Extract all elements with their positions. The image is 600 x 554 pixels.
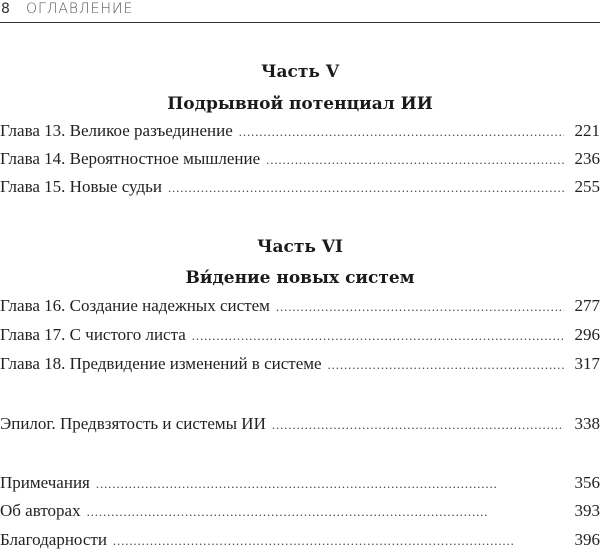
part-title: Ви́дение новых систем	[185, 268, 415, 288]
toc-entry-label: Глава 13. Великое разъединение	[0, 121, 233, 140]
dot-leader	[96, 471, 564, 497]
toc-entry-page: 277	[574, 296, 600, 315]
toc-entry-epilogue[interactable]	[0, 411, 600, 437]
toc-entry-acknowledgments[interactable]	[0, 527, 600, 553]
dot-leader	[266, 147, 564, 173]
running-head-title: ОГЛАВЛЕНИЕ	[26, 1, 134, 17]
part-label: Часть V	[260, 62, 340, 82]
toc-entry[interactable]	[0, 293, 600, 319]
page-number: 8	[1, 1, 10, 17]
toc-entry[interactable]	[0, 322, 600, 348]
toc-entry-page: 296	[574, 325, 600, 344]
dot-leader	[328, 352, 564, 378]
toc-entry-label: Об авторах	[0, 501, 81, 520]
dot-leader	[168, 175, 564, 201]
dot-leader	[192, 323, 564, 349]
running-head	[0, 0, 600, 23]
dot-leader	[87, 499, 564, 525]
toc-entry[interactable]	[0, 174, 600, 200]
toc-entry-label: Глава 14. Вероятностное мышление	[0, 149, 261, 168]
toc-entry-page: 393	[574, 501, 600, 520]
toc-entry-page: 221	[574, 121, 600, 140]
toc-entry[interactable]	[0, 118, 600, 144]
dot-leader	[113, 528, 564, 554]
toc-entry-label: Примечания	[0, 473, 90, 492]
toc-entry-label: Глава 17. С чистого листа	[0, 325, 186, 344]
toc-entry-label: Глава 16. Создание надежных систем	[0, 296, 270, 315]
dot-leader	[276, 294, 564, 320]
toc-entry-page: 255	[574, 177, 600, 196]
toc-entry-notes[interactable]	[0, 470, 600, 496]
part-label: Часть VI	[256, 237, 344, 257]
toc-entry[interactable]	[0, 146, 600, 172]
toc-entry-page: 338	[574, 414, 600, 433]
toc-entry-about-authors[interactable]	[0, 498, 600, 524]
toc-entry-page: 356	[574, 473, 600, 492]
dot-leader	[272, 412, 564, 438]
toc-entry-label: Глава 18. Предвидение изменений в системе	[0, 354, 322, 373]
toc-entry[interactable]	[0, 351, 600, 377]
toc-entry-label: Эпилог. Предвзятость и системы ИИ	[0, 414, 266, 433]
toc-entry-label: Глава 15. Новые судьи	[0, 177, 162, 196]
toc-entry-page: 396	[574, 530, 600, 549]
toc-entry-page: 236	[574, 149, 600, 168]
toc-entry-page: 317	[574, 354, 600, 373]
part-title: Подрывной потенциал ИИ	[167, 94, 433, 114]
dot-leader	[239, 119, 564, 145]
toc-entry-label: Благодарности	[0, 530, 107, 549]
